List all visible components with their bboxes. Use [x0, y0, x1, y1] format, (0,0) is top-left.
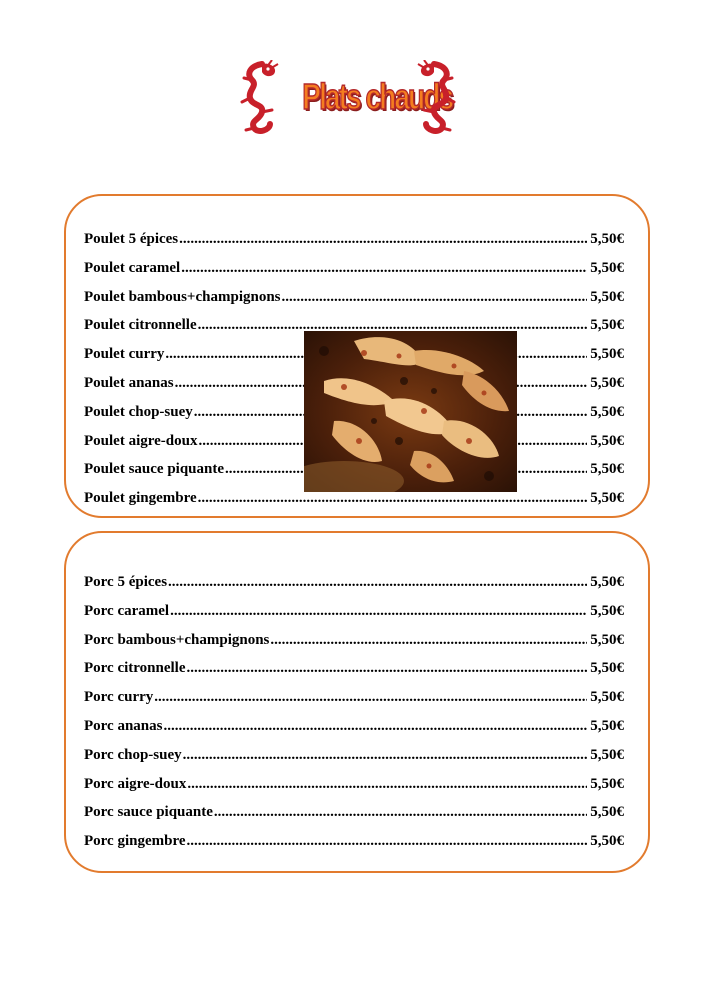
- dot-leader: [168, 568, 587, 597]
- menu-item-price: 5,50€: [590, 689, 624, 706]
- menu-item-price: 5,50€: [590, 317, 624, 334]
- dragon-icon: [412, 60, 456, 134]
- menu-item: [84, 283, 624, 312]
- menu-item-price: 5,50€: [590, 403, 624, 420]
- menu-item-name: Poulet citronnelle: [84, 317, 197, 334]
- menu-item-price: 5,50€: [590, 259, 624, 276]
- menu-item: [84, 741, 624, 770]
- menu-item-name: Poulet 5 épices: [84, 231, 179, 247]
- menu-item-price: 5,50€: [590, 775, 624, 792]
- menu-item-name: Porc aigre-doux: [84, 775, 187, 792]
- menu-item-name: Poulet curry: [84, 346, 165, 363]
- dot-leader: [282, 283, 588, 312]
- food-photo: [304, 331, 517, 492]
- menu-item: [84, 568, 624, 597]
- menu-item: [84, 770, 624, 799]
- menu-item-price: 5,50€: [590, 746, 624, 763]
- menu-item-name: Porc ananas: [84, 717, 163, 734]
- dot-leader: [183, 741, 588, 770]
- menu-item-price: 5,50€: [590, 574, 624, 590]
- menu-item: [84, 254, 624, 283]
- menu-item-price: 5,50€: [590, 717, 624, 734]
- dragon-icon: [240, 60, 284, 134]
- menu-item-price: 5,50€: [590, 374, 624, 391]
- menu-item: [84, 225, 624, 254]
- menu-item-name: Poulet chop-suey: [84, 403, 193, 420]
- menu-item: [84, 654, 624, 683]
- menu-item-name: Porc bambous+champignons: [84, 631, 270, 648]
- menu-item: [84, 827, 624, 856]
- dot-leader: [154, 683, 587, 712]
- menu-item-name: Porc 5 épices: [84, 574, 168, 590]
- menu-item: [84, 626, 624, 655]
- menu-item-price: 5,50€: [590, 432, 624, 449]
- menu-item-name: Poulet bambous+champignons: [84, 288, 281, 305]
- menu-item-price: 5,50€: [590, 804, 624, 821]
- menu-item: [84, 798, 624, 827]
- dot-leader: [187, 770, 587, 799]
- menu-item-name: Porc gingembre: [84, 833, 186, 850]
- page-header: [236, 58, 468, 138]
- menu-item-price: 5,50€: [590, 631, 624, 648]
- dot-leader: [214, 798, 587, 827]
- menu-item-name: Poulet caramel: [84, 259, 181, 276]
- pork-menu-list: [84, 568, 624, 856]
- menu-item-name: Poulet aigre-doux: [84, 432, 198, 449]
- menu-item-name: Porc caramel: [84, 602, 170, 619]
- menu-item: [84, 683, 624, 712]
- menu-item-price: 5,50€: [590, 346, 624, 363]
- menu-item-price: 5,50€: [590, 231, 624, 247]
- page-title: Plats chauds: [302, 76, 453, 117]
- menu-item-price: 5,50€: [590, 660, 624, 677]
- dot-leader: [163, 712, 587, 741]
- dot-leader: [270, 626, 587, 655]
- menu-item-price: 5,50€: [590, 288, 624, 305]
- dot-leader: [170, 597, 587, 626]
- menu-item-name: Poulet ananas: [84, 374, 174, 391]
- menu-item-price: 5,50€: [590, 602, 624, 619]
- dot-leader: [181, 254, 587, 283]
- menu-item-name: Porc chop-suey: [84, 746, 182, 763]
- menu-item-price: 5,50€: [590, 833, 624, 850]
- menu-item-price: 5,50€: [590, 490, 624, 507]
- dot-leader: [187, 827, 588, 856]
- dot-leader: [187, 654, 588, 683]
- menu-item-name: Poulet gingembre: [84, 490, 197, 507]
- menu-item-name: Porc citronnelle: [84, 660, 186, 677]
- menu-item-name: Porc curry: [84, 689, 154, 706]
- dot-leader: [179, 225, 587, 254]
- menu-item: [84, 597, 624, 626]
- menu-item: [84, 712, 624, 741]
- menu-item-name: Porc sauce piquante: [84, 804, 213, 821]
- menu-item-price: 5,50€: [590, 461, 624, 478]
- menu-item-name: Poulet sauce piquante: [84, 461, 225, 478]
